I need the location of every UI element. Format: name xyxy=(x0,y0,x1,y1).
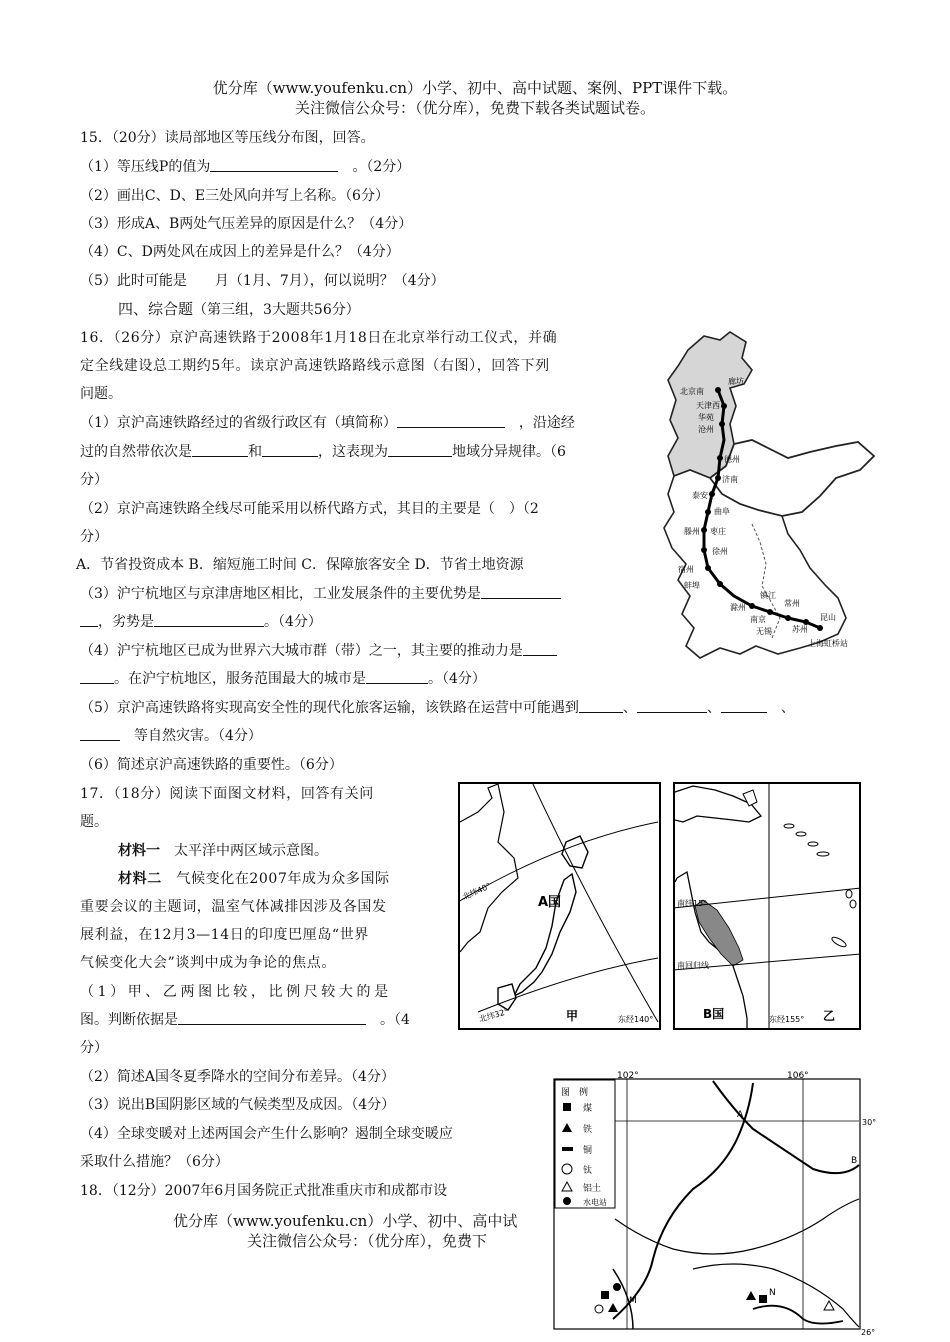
q16-part3-text-2: ，劣势是 xyxy=(98,614,154,630)
rail-map-svg xyxy=(660,328,884,666)
map-jia-svg xyxy=(458,782,661,1030)
map-yi xyxy=(673,782,861,1030)
titanium-icon xyxy=(562,1164,572,1174)
q17-material-2-line3: 展利益，在12月3—14日的印度巴厘岛“世界 xyxy=(80,927,369,943)
map-sichuan-lat1: 30° xyxy=(862,1118,877,1127)
station-label-kunshan: 昆山 xyxy=(820,613,836,622)
q16-part5-text: （5）京沪高速铁路将实现高安全性的现代化旅客运输，该铁路在运营中可能遇到 xyxy=(80,700,579,716)
coal-icon xyxy=(563,1103,571,1111)
q16-part1-text-5: 地域分异规律。（6 xyxy=(452,444,566,460)
q16-part1-line2 xyxy=(80,441,566,463)
station-label-bengbu: 蚌埠 xyxy=(684,581,700,590)
q16-part6: （6）简述京沪高速铁路的重要性。（6分） xyxy=(80,757,343,773)
map-yi-country: B国 xyxy=(703,1007,725,1021)
footer-line-1: 优分库（www.youfenku.cn）小学、初中、高中试 xyxy=(173,1212,518,1230)
section-4-heading xyxy=(118,298,360,321)
copper-icon xyxy=(562,1147,573,1151)
map-sichuan-point-a: A xyxy=(737,1110,744,1120)
q17-part4-line1: （4）全球变暖对上述两国会产生什么影响？遏制全球变暖应 xyxy=(80,1126,453,1142)
station-label-tianjinxi: 天津西 xyxy=(696,401,720,410)
q16-line-1: 16．（26分）京沪高速铁路于2008年1月18日在北京举行动工仪式，并确 xyxy=(80,330,558,346)
header-line-1: 优分库（www.youfenku.cn）小学、初中、高中试题、案例、PPT课件下载。 xyxy=(212,79,738,97)
q16-part4-blank-force-cont[interactable] xyxy=(80,668,114,684)
q17-part1-text: 图。判断依据是 xyxy=(80,1012,178,1028)
q17-material-1 xyxy=(118,840,328,862)
station-label-chuzhou: 滁州 xyxy=(730,603,746,612)
map-yi-lon-label: 东经155° xyxy=(769,1015,805,1024)
q16-line-2: 定全线建设总工期约5年。读京沪高速铁路路线示意图（右图），回答下列 xyxy=(80,358,550,374)
map-yi-lat-label: 南纬15° xyxy=(677,899,708,908)
q16-part1-blank-zone1[interactable] xyxy=(192,441,248,457)
q16-part5-line2 xyxy=(80,725,262,747)
q16-part5-sep-2: 、 xyxy=(706,700,721,716)
map-sichuan-point-m: M xyxy=(629,1296,637,1306)
q16-part4-blank-force[interactable] xyxy=(523,640,557,656)
q16-part4-blank-city[interactable] xyxy=(366,668,428,684)
q15-title: 15．（20分）读局部地区等压线分布图，回答。 xyxy=(80,130,375,146)
q16-part5-blank-1[interactable] xyxy=(579,697,623,713)
q16-part2-score: 分） xyxy=(80,529,108,545)
q15-part2: （2）画出C、D、E三处风向并写上名称。（6分） xyxy=(80,188,389,204)
station-label-langfang: 廊坊 xyxy=(728,377,744,386)
header-line-2: 关注微信公众号：（优分库），免费下载各类试题试卷。 xyxy=(294,99,655,117)
q15-part4: （4）C、D两处风在成因上的差异是什么？（4分） xyxy=(80,244,400,260)
q16-part5-blank-3[interactable] xyxy=(721,697,767,713)
map-jia-label: 甲 xyxy=(566,1009,579,1023)
map-sichuan-coal-m xyxy=(601,1291,609,1299)
q17-material-2-line2: 重要会议的主题词，温室气体减排因涉及各国发 xyxy=(80,899,387,915)
q17-part1-line3: 分） xyxy=(80,1040,108,1056)
q16-part5-line1 xyxy=(80,697,795,719)
q16-part1-text-2: ，沿途经 xyxy=(518,415,575,431)
q16-part1-score: 分） xyxy=(80,472,108,488)
q16-part5-sep-1: 、 xyxy=(622,700,637,716)
station-label-cangzhou: 沧州 xyxy=(698,425,714,434)
q18-line-1: 18．（12分）2007年6月国务院正式批准重庆市和成都市设 xyxy=(80,1183,448,1199)
station-label-qufu: 曲阜 xyxy=(714,507,730,516)
q17-part3: （3）说出B国阴影区域的气候类型及成因。（4分） xyxy=(80,1097,396,1113)
q16-part3-text: （3）沪宁杭地区与京津唐地区相比，工业发展条件的主要优势是 xyxy=(80,586,481,602)
q16-part3-line1 xyxy=(80,583,561,605)
map-jia-lat40-label: 北纬40° xyxy=(461,881,493,902)
map-yi-tropic-label: 南回归线 xyxy=(677,961,709,970)
q17-line-2: 题。 xyxy=(80,814,108,830)
map-sichuan-point-b: B xyxy=(851,1156,858,1166)
q16-part4-score: 。（4分） xyxy=(428,671,486,687)
station-label-jinan: 济南 xyxy=(722,475,738,484)
q16-part3-line2 xyxy=(80,611,322,633)
legend-coal: 煤 xyxy=(583,1104,593,1114)
map-sichuan-svg xyxy=(553,1069,883,1341)
map-jia-lat32-label: 北纬32° xyxy=(478,1006,510,1024)
station-label-suzhou-anhui: 宿州 xyxy=(678,565,694,574)
q16-part5-score: 等自然灾害。（4分） xyxy=(134,728,262,744)
map-sichuan-lon1: 102° xyxy=(617,1071,639,1081)
q17-part2: （2）简述A国冬夏季降水的空间分布差异。（4分） xyxy=(80,1069,395,1085)
station-label-wuxi: 无锡 xyxy=(756,627,772,636)
map-jia-country: A国 xyxy=(538,895,562,910)
footer-line-2: 关注微信公众号：（优分库），免费下 xyxy=(247,1232,488,1250)
q16-part5-blank-4[interactable] xyxy=(80,725,120,741)
legend-copper: 铜 xyxy=(583,1146,593,1156)
q16-part1-and: 和 xyxy=(248,444,262,460)
map-sichuan-lon2: 106° xyxy=(787,1071,809,1081)
rail-map xyxy=(660,328,884,666)
q16-line-3: 问题。 xyxy=(80,386,122,402)
map-sichuan-titanium-m xyxy=(595,1305,603,1313)
station-label-shanghai: 上海虹桥站 xyxy=(808,639,848,648)
q16-part1-line1 xyxy=(80,412,575,434)
q17-material-1-text: 太平洋中两区域示意图。 xyxy=(174,843,328,859)
map-sichuan-coal-n xyxy=(759,1295,767,1303)
map-sichuan xyxy=(553,1069,883,1341)
station-label-dezhou: 德州 xyxy=(724,455,740,464)
station-label-tengzhou: 滕州 xyxy=(684,527,700,536)
station-label-beijing: 北京南 xyxy=(680,387,704,396)
q15-part1-score: 。（2分） xyxy=(352,159,411,175)
station-label-nanjing: 南京 xyxy=(750,615,766,624)
q17-part1-score: 。（4 xyxy=(380,1012,410,1028)
q15-part1 xyxy=(80,156,410,178)
q17-part1-blank-reason[interactable] xyxy=(178,1009,366,1025)
station-label-zhenjiang: 镇江 xyxy=(760,591,776,600)
q15-part5: （5）此时可能是 月（1月、7月），何以说明？（4分） xyxy=(80,273,445,289)
section-4-note: （第三组，3大题共56分） xyxy=(193,302,360,318)
q17-line-1: 17．（18分）阅读下面图文材料，回答有关问 xyxy=(80,786,374,802)
q16-part1-text-4: ，这表现为 xyxy=(318,444,388,460)
station-label-taian: 泰安 xyxy=(692,491,708,500)
q16-part5-sep-3: 、 xyxy=(780,700,795,716)
legend-hydropower: 水电站 xyxy=(583,1198,607,1207)
q16-part4-line2 xyxy=(80,668,486,690)
legend-title: 图 例 xyxy=(561,1088,589,1098)
q16-options: A．节省投资成本 B．缩短施工时间 C．保障旅客安全 D．节省土地资源 xyxy=(76,557,524,573)
q17-material-2 xyxy=(118,868,390,890)
q17-part1-line2 xyxy=(80,1009,410,1031)
q17-part4-line2: 采取什么措施？（6分） xyxy=(80,1154,229,1170)
legend-iron: 铁 xyxy=(583,1125,593,1135)
q15-part3: （3）形成A、B两处气压差异的原因是什么？（4分） xyxy=(80,216,413,232)
legend-titanium: 钛 xyxy=(583,1166,593,1176)
station-label-xuzhou: 徐州 xyxy=(712,547,728,556)
map-jia-lon-label: 东经140° xyxy=(618,1015,654,1024)
q16-part1-text: （1）京沪高速铁路经过的省级行政区有（填简称） xyxy=(80,415,397,431)
q16-part1-text-3: 过的自然带依次是 xyxy=(80,444,192,460)
q16-part4-text-2: 。在沪宁杭地区，服务范围最大的城市是 xyxy=(114,671,366,687)
station-label-changzhou: 常州 xyxy=(784,599,800,608)
map-yi-svg xyxy=(673,782,861,1030)
q17-material-1-label: 材料一 xyxy=(118,843,160,859)
q15-part1-blank[interactable] xyxy=(210,156,338,172)
q16-part1-blank-zone2[interactable] xyxy=(262,441,318,457)
q17-material-2-text: 气候变化在2007年成为众多国际 xyxy=(176,871,390,887)
hydropower-icon xyxy=(563,1197,571,1205)
map-sichuan-point-n: N xyxy=(769,1288,776,1298)
map-yi-label: 乙 xyxy=(823,1009,836,1023)
legend-bauxite: 铝土 xyxy=(583,1184,602,1194)
q16-part1-blank-provinces[interactable] xyxy=(397,412,505,428)
q16-part1-blank-law[interactable] xyxy=(388,441,452,457)
map-jia xyxy=(458,782,661,1030)
q16-part3-blank-advantage[interactable] xyxy=(481,583,561,599)
q17-material-2-label: 材料二 xyxy=(118,871,162,887)
station-label-zaozhuang: 枣庄 xyxy=(710,527,726,536)
station-label-huayuan: 华苑 xyxy=(698,413,714,422)
q16-part5-blank-2[interactable] xyxy=(637,697,707,713)
q16-part4-line1 xyxy=(80,640,557,662)
q17-material-2-line4: 气候变化大会”谈判中成为争论的焦点。 xyxy=(80,955,336,971)
map-sichuan-hydropower-m xyxy=(613,1283,621,1291)
q16-part3-blank-advantage-cont[interactable] xyxy=(80,611,98,627)
station-label-suzhou: 苏州 xyxy=(792,625,808,634)
q16-part3-blank-disadvantage[interactable] xyxy=(154,611,264,627)
q15-part1-text: （1）等压线P的值为 xyxy=(80,159,211,175)
q16-part4-text: （4）沪宁杭地区已成为世界六大城市群（带）之一，其主要的推动力是 xyxy=(80,643,523,659)
section-4-title: 四、综合题 xyxy=(118,300,194,318)
map-sichuan-lat2: 26° xyxy=(861,1328,876,1337)
q16-part3-score: 。（4分） xyxy=(264,614,322,630)
q16-part2-line1: （2）京沪高速铁路全线尽可能采用以桥代路方式，其目的主要是（ ）（2 xyxy=(80,501,539,517)
q17-part1-line1: （1）甲、乙两图比较，比例尺较大的是 xyxy=(80,984,392,1000)
